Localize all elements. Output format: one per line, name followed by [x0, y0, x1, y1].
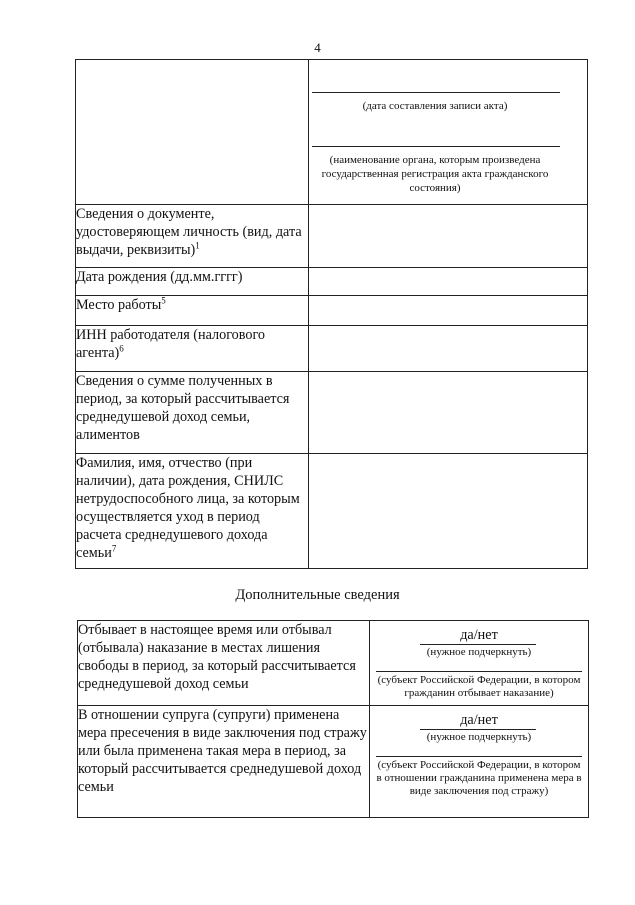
field-label: ИНН работодателя (налогового агента)$^6$: [76, 326, 309, 372]
organ-input-line[interactable]: [312, 146, 560, 147]
field-label: Фамилия, имя, отчество (при наличии), дата рождения, СНИЛС нетрудоспособного лица, за которым осуществляется уход в период расчета среднедушевого дохода семьи$^7$: [76, 454, 309, 569]
personal-info-table: [75, 59, 588, 569]
field-value[interactable]: [309, 205, 588, 268]
yes-no-choice[interactable]: да/нет: [460, 712, 498, 728]
field-value[interactable]: [309, 296, 588, 326]
table-row: [76, 454, 588, 569]
additional-info-table: [77, 620, 589, 818]
page-number: 4: [314, 40, 321, 55]
table-row: [78, 621, 589, 706]
subject-input-line[interactable]: [376, 671, 582, 672]
yes-no-choice[interactable]: да/нет: [460, 627, 498, 643]
field-label: Место работы$^5$: [76, 296, 309, 326]
table-row: [78, 706, 589, 818]
field-label: Сведения о сумме полученных в период, за который рассчитывается среднедушевой доход семьи, алиментов: [76, 372, 309, 454]
date-caption: (дата составления записи акта): [362, 100, 508, 112]
field-label: Сведения о документе, удостоверяющем личность (вид, дата выдачи, реквизиты)$^1$: [76, 205, 309, 268]
answer-note: (нужное подчеркнуть): [426, 731, 532, 743]
field-value[interactable]: [309, 326, 588, 372]
subject-input-line[interactable]: [376, 756, 582, 757]
registration-cell: [309, 60, 588, 205]
table-row: [76, 296, 588, 326]
question-label: В отношении супруга (супруги) применена мера пресечения в виде заключения под стражу или была применена такая мера в период, за который рассчитывается среднедушевой доход семьи: [78, 706, 370, 818]
date-input-line[interactable]: [312, 92, 560, 93]
answer-underline: [420, 644, 536, 645]
field-value[interactable]: [309, 454, 588, 569]
answer-cell: [370, 706, 589, 818]
answer-note: (нужное подчеркнуть): [426, 646, 532, 658]
answer-underline: [420, 729, 536, 730]
subject-caption: (субъект Российской Федерации, в котором в отношении гражданина применена мера в виде заключения под стражу): [376, 759, 582, 797]
organ-caption: (наименование органа, которым произведена государственная регистрация акта гражданского состояния): [321, 154, 549, 194]
table-row: [76, 268, 588, 296]
table-row: [76, 326, 588, 372]
table-row: [76, 205, 588, 268]
table-row: [76, 372, 588, 454]
subject-caption: (субъект Российской Федерации, в котором гражданин отбывает наказание): [377, 674, 581, 699]
field-label: Дата рождения (дд.мм.гггг): [76, 268, 309, 296]
registration-row: [76, 60, 588, 205]
question-label: Отбывает в настоящее время или отбывал (отбывала) наказание в местах лишения свободы в период, за который рассчитывается среднедушевой доход семьи: [78, 621, 370, 706]
field-value[interactable]: [309, 268, 588, 296]
answer-cell: [370, 621, 589, 706]
section-title: Дополнительные сведения: [235, 587, 400, 603]
field-value[interactable]: [309, 372, 588, 454]
registration-empty-cell: [76, 60, 309, 205]
